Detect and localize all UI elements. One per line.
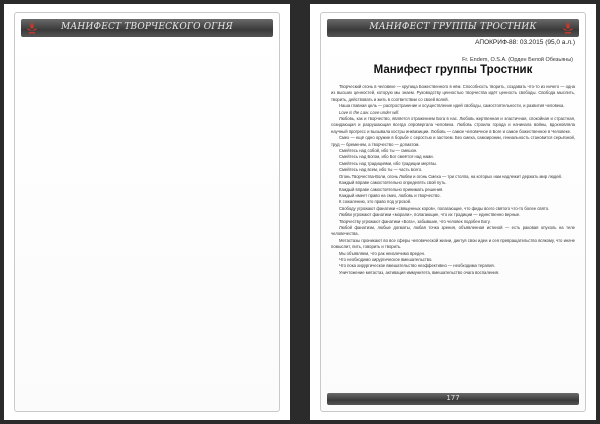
right-header-title: МАНИФЕСТ ГРУППЫ ТРОСТНИК	[369, 22, 537, 32]
paragraph: Любовь, как и творчество, является отражением Бога в нас. Любовь жертвенная и эластичная, спокойная и страстная, созидающая и разрушающая всегда опровергала человека. Любовь строила города и начинала войны, вдохновляла научный прогресс и вызывала костры инквизиции. Любовь — самое человечное в Боге и самое божественное в Человеке.	[331, 116, 575, 134]
paragraph: Метастазы проникают во все сферы человеческой жизни, диктуя свои идеи и сея превращательство всякому, что иначе помыслит, пить, говорить и творить.	[331, 237, 575, 250]
paragraph: Любой фанатизм, любые догматы, любая точка зрения, объявленная истиной — есть раковая опухоль на теле человечества.	[331, 224, 575, 237]
right-header-bar	[327, 19, 579, 37]
paragraph: Творчеству угрожают фанатики «Бога», забывшие, что человек подобен Богу.	[339, 218, 491, 224]
paragraph: Мы объявляем, что рак неизлечимо вреден.	[339, 250, 426, 256]
document-id: АПОКРИФ-88: 03.2015 (95,0 а.л.)	[475, 39, 575, 46]
paragraph: Что необходимо хирургическое вмешательство.	[339, 256, 433, 262]
author-line: Fr. Endem, O.S.A. (Орден Белой Обезьяны)	[462, 57, 573, 63]
paragraph: Смейтесь над традициями, ибо традиции мертвы.	[339, 160, 437, 166]
page-title: Манифест группы Тростник	[373, 64, 533, 76]
paragraph: Смейтесь над собой, ибо ты — смешон.	[339, 148, 418, 154]
paragraph: Любви угрожают фанатики «морали», полагающие, что их традиции — единственно верные.	[339, 212, 521, 218]
paragraph: Наша главная цель — распространение и осуществление идей свободы, самостоятельности, и развития человека.	[339, 103, 565, 109]
manifesto-body	[331, 84, 575, 276]
paragraph: Уничтожение метастаз, активация иммунитета, вмешательство очага воспаления.	[339, 269, 500, 275]
left-page	[4, 4, 290, 420]
paragraph: Смейтесь над всем, ибо ты — часть всего.	[339, 167, 423, 173]
left-page-frame	[14, 12, 280, 412]
paragraph: Творческий огонь в человеке — крупица Божественного в нём. Способность творить, создавать что-то из ничего — одна из высших ценностей, которую мы знаем. Руководству ценностью творчества идёт ценность свободы. Свобода мыслить, творить, действовать и жить в соответствии со своей волей.	[331, 84, 575, 102]
paragraph: Love is the Law. Love under will.	[339, 109, 400, 115]
footer-bar	[327, 393, 579, 405]
paragraph: К сожалению, это право под угрозой.	[339, 199, 412, 205]
paragraph: Смейтесь над Богом, ибо Бог смеётся над нами.	[339, 154, 434, 160]
right-page	[310, 4, 596, 420]
paragraph: Свободу угрожают фанатики «священных коров», полагающие, что фиды всего святого что-то более свято.	[339, 205, 550, 211]
paragraph: Что пока хирургическое вмешательство неэффективно — необходима терапия.	[339, 263, 495, 269]
fleur-emblem-icon	[560, 20, 576, 36]
left-header-title: МАНИФЕСТ ТВОРЧЕСКОГО ОГНЯ	[61, 22, 233, 32]
right-page-frame	[320, 12, 586, 412]
paragraph: Каждый вправе самостоятельно принимать решения.	[339, 186, 444, 192]
paragraph: Смех — ещё одно оружие в борьбе с серостью и застоем. Без смеха, самоиронии, гениальность становится серьёзной, труд — бременем, а творчество — догматом.	[331, 135, 575, 147]
page-number: 177	[446, 394, 460, 402]
paragraph: Огонь Творчества-Воли, огонь Любви и огонь Смеха — три столпа, на которых нам надлежит держать мир людей.	[339, 173, 563, 179]
paragraph: Каждый вправе самостоятельно определять свой путь.	[339, 180, 447, 186]
paragraph: Каждый имеет право на смех, любовь и творчество.	[339, 192, 441, 198]
left-header-bar	[21, 19, 273, 37]
